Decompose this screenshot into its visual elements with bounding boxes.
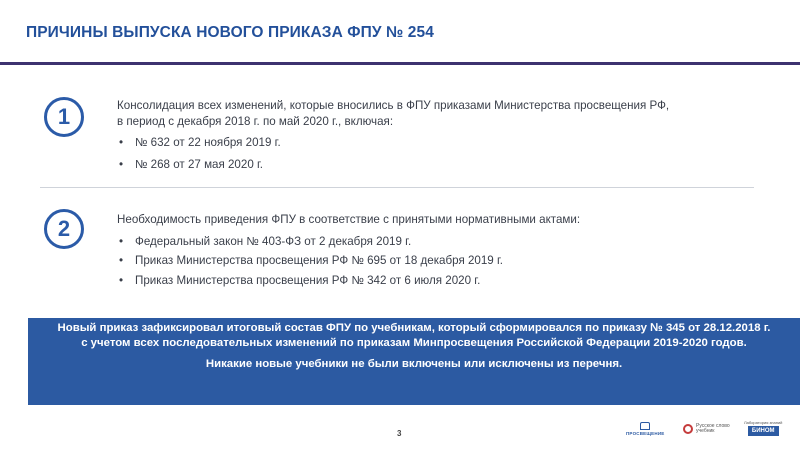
prosveshchenie-logo: [626, 422, 664, 436]
title-underline: [0, 62, 800, 65]
section-1: [117, 98, 677, 178]
summary-banner: [28, 318, 800, 405]
prosveshchenie-logo-icon: [640, 422, 650, 430]
list-item: • Приказ Министерства просвещения РФ № 695 от 18 декабря 2019 г.: [117, 253, 677, 269]
section-number-1: 1: [44, 97, 84, 137]
section-divider: [40, 187, 754, 188]
section-2-lead: Необходимость приведения ФПУ в соответствие с принятыми нормативными актами:: [117, 213, 581, 226]
section-number-2: 2: [44, 209, 84, 249]
prosveshchenie-logo-text: ПРОСВЕЩЕНИЕ: [626, 431, 665, 436]
banner-line-3: Никакие новые учебники не были включены или исключены из перечня.: [205, 358, 623, 370]
binom-logo-text: БИНОМ: [748, 426, 779, 436]
section-1-list: [117, 135, 677, 172]
russkoe-slovo-logo-text: Русское слово учебник: [696, 423, 730, 434]
binom-logo: [744, 420, 782, 436]
list-item: • № 268 от 27 мая 2020 г.: [117, 157, 677, 173]
list-item: • Федеральный закон № 403-ФЗ от 2 декабря 2019 г.: [117, 234, 677, 250]
list-item: • Приказ Министерства просвещения РФ № 342 от 6 июля 2020 г.: [117, 273, 677, 289]
page-title: ПРИЧИНЫ ВЫПУСКА НОВОГО ПРИКАЗА ФПУ № 254: [26, 24, 434, 41]
section-1-lead: Консолидация всех изменений, которые вносились в ФПУ приказами Министерства просвещения РФ, в период с декабря 2018 г. по май 2020 г., включая:: [117, 99, 670, 128]
binom-logo-subtext: Лаборатория знаний: [744, 420, 783, 425]
russkoe-slovo-logo: [683, 424, 730, 434]
page-number: 3: [397, 429, 402, 438]
banner-line-1: Новый приказ зафиксировал итоговый состав ФПУ по учебникам, который сформировался по приказу № 345 от 28.12.2018 г.: [57, 322, 771, 334]
section-2-list: [117, 234, 677, 289]
banner-line-2: с учетом всех последовательных изменений по приказам Минпросвещения Российской Федерации 2019-2020 годов.: [81, 337, 747, 349]
list-item: • № 632 от 22 ноября 2019 г.: [117, 135, 677, 151]
section-2: [117, 212, 677, 292]
russkoe-slovo-logo-icon: [683, 424, 693, 434]
